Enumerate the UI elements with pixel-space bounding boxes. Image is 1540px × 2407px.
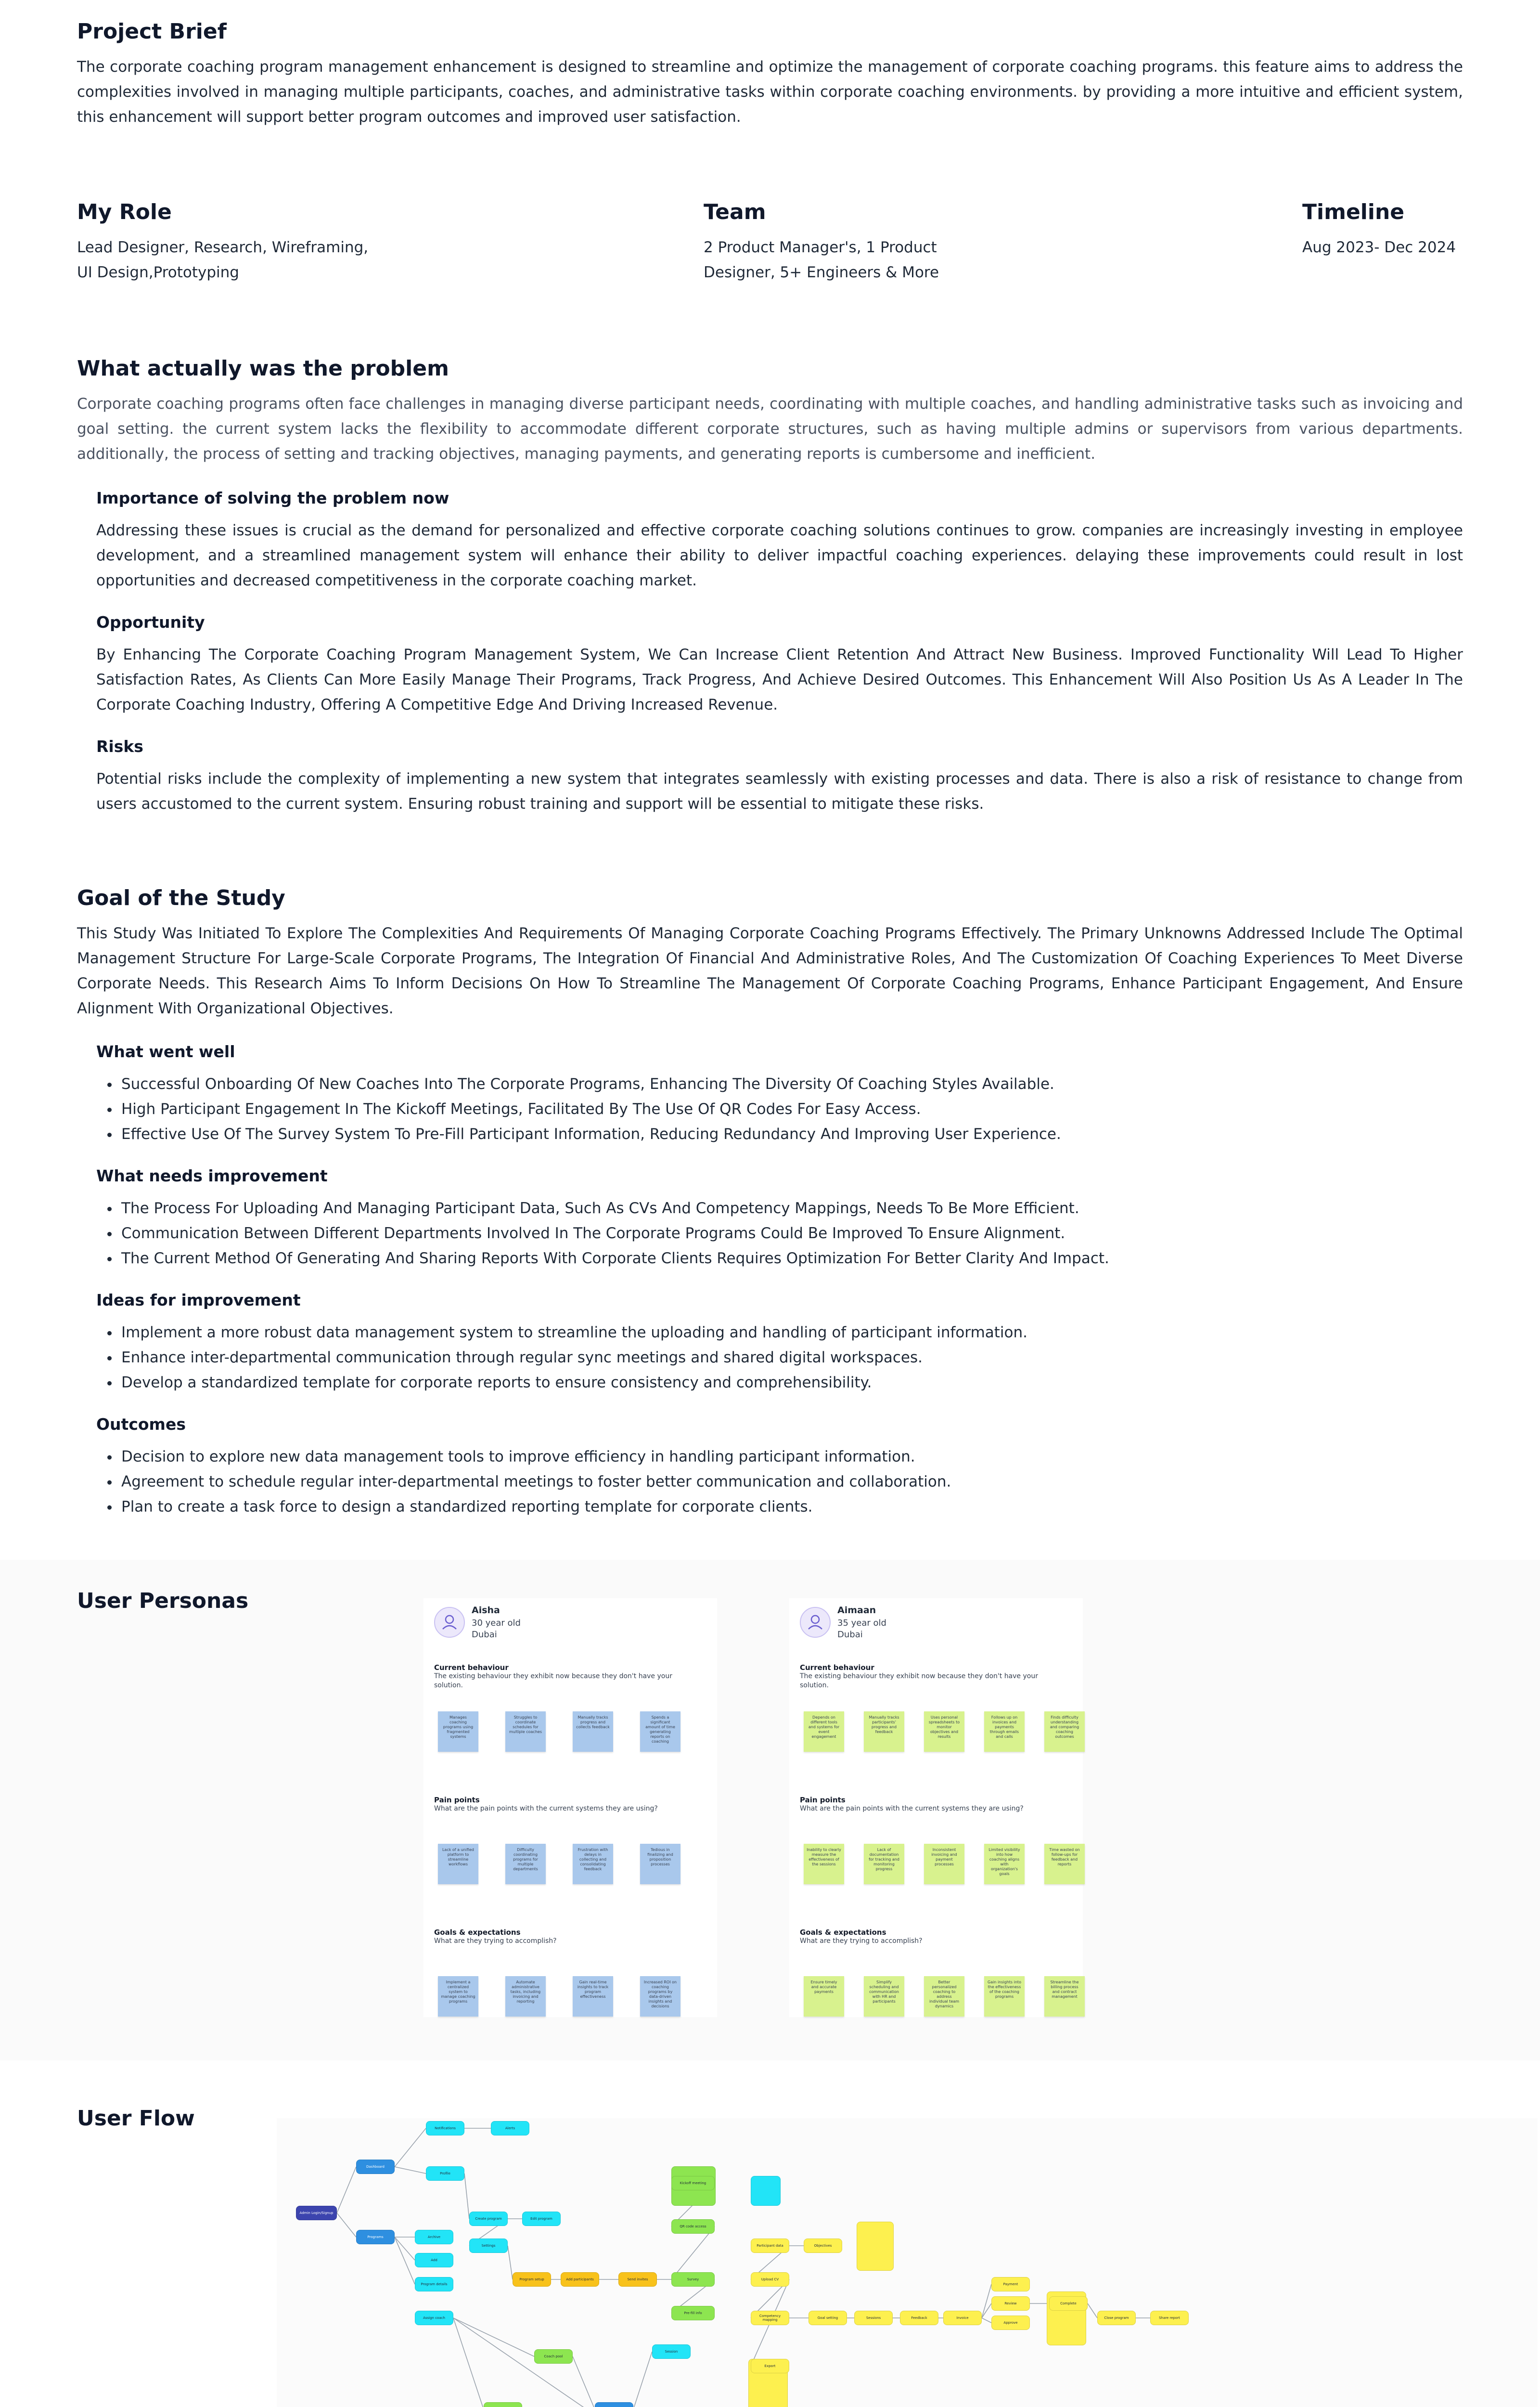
sticky-note: Finds difficulty understanding and comparing coaching outcomes <box>1044 1711 1085 1752</box>
flow-connector <box>633 2352 652 2407</box>
list-item: • Plan to create a task force to design a standardized reporting template for corporate clients. <box>119 1494 1463 1519</box>
list-item: • Effective Use Of The Survey System To Pre-Fill Participant Information, Reducing Redundancy And Improving User Experience. <box>119 1122 1463 1147</box>
flow-node: Alerts <box>491 2121 529 2135</box>
flow-node: Share report <box>1150 2311 1189 2325</box>
flow-connector <box>982 2303 991 2318</box>
flow-node: Review <box>991 2296 1030 2311</box>
flow-node: Survey <box>671 2272 715 2287</box>
team-line-2: Designer, 5+ Engineers & More <box>704 264 939 281</box>
flow-node: Complete <box>1049 2296 1088 2311</box>
persona-section-desc: What are they trying to accomplish? <box>434 1937 557 1945</box>
flow-node: Add <box>415 2253 453 2267</box>
sticky-note: Ensure timely and accurate payments <box>804 1976 844 2017</box>
flow-node: Invoice <box>943 2311 982 2325</box>
risks-title: Risks <box>96 737 143 756</box>
flow-node <box>484 2402 522 2407</box>
team-line-1: 2 Product Manager's, 1 Product <box>704 239 937 256</box>
flow-node: Approve <box>991 2316 1030 2330</box>
persona-section-desc: What are they trying to accomplish? <box>800 1937 923 1945</box>
sticky-note: Manages coaching programs using fragmented systems <box>438 1711 478 1752</box>
flow-connector <box>395 2237 415 2284</box>
flow-node: Coach pool <box>534 2349 573 2364</box>
flow-node: Settings <box>469 2239 508 2253</box>
flow-node: Add participants <box>561 2272 599 2287</box>
flow-connector <box>1088 2303 1097 2318</box>
flow-node: Programs <box>356 2230 395 2244</box>
flow-connector <box>453 2318 484 2407</box>
flow-connector <box>337 2167 356 2213</box>
sticky-note: Manually tracks participants' progress and feedback <box>864 1711 904 1752</box>
flow-connector <box>982 2318 991 2323</box>
flow-connector <box>464 2174 469 2219</box>
importance-text: Addressing these issues is crucial as the demand for personalized and effective corporate coaching solutions continues to grow. companies are increasingly investing in employee development, and a streamlined management system will enhance their ability to deliver impactful coaching experiences. delaying these improvements could result in lost opportunities and decreased competitiveness in the corporate coaching market. <box>96 522 1463 589</box>
sticky-note: Follows up on invoices and payments through emails and calls <box>984 1711 1025 1752</box>
outcomes-title: Outcomes <box>96 1415 186 1434</box>
flow-node: Profile <box>426 2166 464 2181</box>
flow-node: Edit program <box>522 2212 561 2226</box>
persona-section-title: Current behaviour <box>800 1663 874 1672</box>
sticky-note: Manually tracks progress and collects feedback <box>573 1711 613 1752</box>
persona-location: Dubai <box>472 1630 497 1640</box>
sticky-note: Gain real-time insights to track program effectiveness <box>573 1976 613 2017</box>
flow-connector <box>982 2284 991 2318</box>
problem-title: What actually was the problem <box>77 356 449 381</box>
flow-connector <box>508 2246 513 2279</box>
flow-connector <box>395 2128 426 2167</box>
sticky-note: Streamline the billing process and contract management <box>1044 1976 1085 2017</box>
sticky-note: Inability to clearly measure the effectiveness of the sessions <box>804 1844 844 1884</box>
my-role-title: My Role <box>77 200 172 224</box>
flow-node: Payment <box>991 2277 1030 2291</box>
flow-connector <box>337 2213 356 2237</box>
flow-node: Session <box>652 2344 691 2359</box>
sticky-note: Simplify scheduling and communication with HR and participants <box>864 1976 904 2017</box>
team-title: Team <box>704 200 766 224</box>
opportunity-text: By Enhancing The Corporate Coaching Program Management System, We Can Increase Client Retention And Attract New Business. Improved Functionality Will Lead To Higher Satisfaction Rates, As Clients Can More Easily Manage Their Programs, Track Progress, And Achieve Desired Outcomes. This Enhancement Will Also Position Us As A Leader In The Corporate Coaching Industry, Offering A Competitive Edge And Driving Increased Revenue. <box>96 646 1463 713</box>
sticky-note: Time wasted on follow-ups for feedback and reports <box>1044 1844 1085 1884</box>
sticky-note: Better personalized coaching to address individual team dynamics <box>924 1976 964 2017</box>
sticky-note: Struggles to coordinate schedules for multiple coaches <box>505 1711 546 1752</box>
list-item: • Successful Onboarding Of New Coaches Into The Corporate Programs, Enhancing The Diversity Of Coaching Styles Available. <box>119 1072 1463 1097</box>
flow-node: Assign coach <box>415 2311 453 2325</box>
sticky-note: Limited visibility into how coaching aligns with organization's goals <box>984 1844 1025 1884</box>
flow-connector <box>453 2318 534 2356</box>
sticky-note: Inconsistent invoicing and payment processes <box>924 1844 964 1884</box>
flow-connector <box>395 2167 426 2174</box>
ideas-title: Ideas for improvement <box>96 1291 301 1309</box>
sticky-note: Depends on different tools and systems for event engagement <box>804 1711 844 1752</box>
flow-node: Pre-fill info <box>671 2306 715 2320</box>
sticky-note: Spends a significant amount of time generating reports on coaching <box>640 1711 680 1752</box>
flow-connector <box>573 2356 595 2407</box>
persona-section-title: Pain points <box>434 1796 480 1804</box>
sticky-note: Uses personal spreadsheets to monitor objectives and results <box>924 1711 964 1752</box>
flow-node: Export <box>751 2359 789 2373</box>
list-item: • Communication Between Different Departments Involved In The Corporate Programs Could Be Improved To Ensure Alignment. <box>119 1221 1463 1246</box>
sticky-note: Difficulty coordinating programs for multiple departments <box>505 1844 546 1884</box>
persona-section-title: Pain points <box>800 1796 846 1804</box>
user-flow-title: User Flow <box>77 2106 195 2131</box>
flow-node: Kickoff meeting <box>671 2176 715 2190</box>
persona-age: 35 year old <box>837 1618 886 1628</box>
sticky-note: Frustration with delays in collecting and consolidating feedback <box>573 1844 613 1884</box>
persona-name: Aimaan <box>837 1605 876 1616</box>
list-item: • The Current Method Of Generating And Sharing Reports With Corporate Clients Requires Optimization For Better Clarity And Impact. <box>119 1246 1463 1271</box>
persona-age: 30 year old <box>472 1618 521 1628</box>
flow-connector <box>671 2226 715 2279</box>
importance-title: Importance of solving the problem now <box>96 489 449 507</box>
timeline-title: Timeline <box>1302 200 1405 224</box>
sticky-note: Tedious in finalizing and proposition processes <box>640 1844 680 1884</box>
goal-text: This Study Was Initiated To Explore The Complexities And Requirements Of Managing Corporate Coaching Programs Effectively. The Primary Unknowns Addressed Include The Optimal Management Structure For Large-Scale Corporate Programs, The Integration Of Financial And Administrative Roles, And The Customization Of Coaching Experiences To Meet Diverse Corporate Needs. This Research Aims To Inform Decisions On How To Streamline The Management Of Corporate Coaching Programs, Enhance Participant Engagement, And Ensure Alignment With Organizational Objectives. <box>77 925 1463 1017</box>
sticky-note: Gain insights into the effectiveness of the coaching programs <box>984 1976 1025 2017</box>
flow-node: Competency mapping <box>751 2311 789 2325</box>
flow-connector <box>395 2237 415 2260</box>
persona-location: Dubai <box>837 1630 863 1640</box>
flow-node: Upload CV <box>751 2272 789 2287</box>
persona-name: Aisha <box>472 1605 500 1616</box>
flow-node: Sessions <box>854 2311 893 2325</box>
list-item: • The Process For Uploading And Managing Participant Data, Such As CVs And Competency Mappings, Needs To Be More Efficient. <box>119 1196 1463 1221</box>
flow-node: Archive <box>415 2230 453 2244</box>
project-brief-title: Project Brief <box>77 19 227 44</box>
persona-section-desc: The existing behaviour they exhibit now because they don't have your solution. <box>800 1672 1038 1689</box>
timeline-text: Aug 2023- Dec 2024 <box>1302 239 1456 256</box>
sticky-note: Increased ROI on coaching programs by data-driven insights and decisions <box>640 1976 680 2017</box>
persona-section-desc: What are the pain points with the current systems they are using? <box>800 1805 1024 1812</box>
my-role-line-2: UI Design,Prototyping <box>77 264 239 281</box>
opportunity-title: Opportunity <box>96 613 205 632</box>
needs-improvement-title: What needs improvement <box>96 1166 328 1185</box>
project-brief-text: The corporate coaching program management enhancement is designed to streamline and optimize the management of corporate coaching programs. this feature aims to address the complexities involved in managing multiple participants, coaches, and administrative tasks within corporate coaching environments. by providing a more intuitive and efficient system, this enhancement will support better program outcomes and improved user satisfaction. <box>77 58 1463 126</box>
persona-section-desc: The existing behaviour they exhibit now because they don't have your solution. <box>434 1672 672 1689</box>
went-well-title: What went well <box>96 1042 235 1061</box>
goal-title: Goal of the Study <box>77 886 285 910</box>
flow-node: QR code access <box>671 2219 715 2234</box>
sticky-note: Implement a centralized system to manage coaching programs <box>438 1976 478 2017</box>
flow-connector <box>453 2318 888 2407</box>
flow-node: Close program <box>1097 2311 1136 2325</box>
list-item: • Develop a standardized template for corporate reports to ensure consistency and comprehensibility. <box>119 1370 1463 1395</box>
list-item: • Enhance inter-departmental communication through regular sync meetings and shared digital workspaces. <box>119 1345 1463 1370</box>
personas-title: User Personas <box>77 1589 249 1613</box>
persona-section-title: Current behaviour <box>434 1663 509 1672</box>
flow-node: Participant data <box>751 2239 789 2253</box>
flow-node: Program details <box>415 2277 453 2291</box>
persona-section-title: Goals & expectations <box>434 1928 521 1937</box>
risks-text: Potential risks include the complexity of implementing a new system that integrates seamlessly with existing processes and data. There is also a risk of resistance to change from users accustomed to the current system. Ensuring robust training and support will be essential to mitigate these risks. <box>96 770 1463 813</box>
flow-node: Notifications <box>426 2121 464 2135</box>
flow-node: Program setup <box>513 2272 551 2287</box>
list-item: • High Participant Engagement In The Kickoff Meetings, Facilitated By The Use Of QR Codes For Easy Access. <box>119 1097 1463 1122</box>
list-item: • Agreement to schedule regular inter-departmental meetings to foster better communication and collaboration. <box>119 1469 1463 1494</box>
flow-node: Goal setting <box>808 2311 847 2325</box>
flow-node <box>595 2402 633 2407</box>
problem-text: Corporate coaching programs often face challenges in managing diverse participant needs, coordinating with multiple coaches, and handling administrative tasks such as invoicing and goal setting. the current system lacks the flexibility to accommodate different corporate structures, such as having multiple admins or supervisors from various departments. additionally, the process of setting and tracking objectives, managing payments, and generating reports is cumbersome and inefficient. <box>77 395 1463 463</box>
flow-node: Objectives <box>804 2239 842 2253</box>
list-item: • Decision to explore new data management tools to improve efficiency in handling participant information. <box>119 1444 1463 1469</box>
sticky-note: Automate administrative tasks, including invoicing and reporting <box>505 1976 546 2017</box>
flow-node: Create program <box>469 2212 508 2226</box>
flow-node: Feedback <box>900 2311 938 2325</box>
list-item: • Implement a more robust data management system to streamline the uploading and handling of participant information. <box>119 1320 1463 1345</box>
sticky-note: Lack of a unified platform to streamline workflows <box>438 1844 478 1884</box>
flow-node: Dashboard <box>356 2160 395 2174</box>
my-role-line-1: Lead Designer, Research, Wireframing, <box>77 239 369 256</box>
flow-node: Send invites <box>618 2272 657 2287</box>
persona-section-desc: What are the pain points with the current systems they are using? <box>434 1805 658 1812</box>
flow-note-block <box>751 2176 781 2206</box>
flow-note-block <box>857 2222 894 2271</box>
flow-node: Admin Login/Signup <box>296 2206 337 2220</box>
persona-section-title: Goals & expectations <box>800 1928 886 1937</box>
sticky-note: Lack of documentation for tracking and monitoring progress <box>864 1844 904 1884</box>
